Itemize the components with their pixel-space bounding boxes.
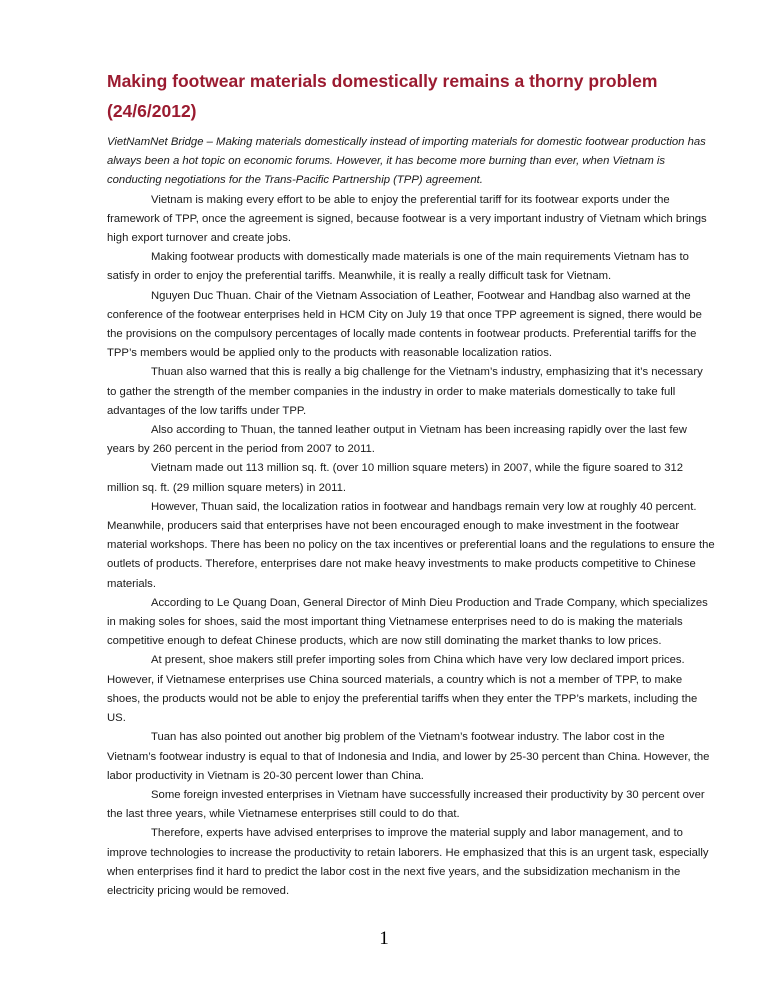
page-number: 1 (379, 928, 389, 949)
article-body (107, 66, 715, 901)
paragraph: Vietnam is making every effort to be able to enjoy the preferential tariff for its footwear exports under the framework of TPP, once the agreement is signed, because footwear is a very important industry of Vietnam which brings high export turnover and create jobs. (107, 193, 707, 245)
paragraph: Some foreign invested enterprises in Vietnam have successfully increased their productivity by 30 percent over the last three years, while Vietnamese enterprises still could to do that. (107, 788, 705, 821)
paragraph: Nguyen Duc Thuan. Chair of the Vietnam Association of Leather, Footwear and Handbag also warned at the conference of the footwear enterprises held in HCM City on July 19 that once TPP agreement is signed, there would be the provisions on the compulsory percentages of locally made contents in footwear products. Preferential tariffs for the TPP’s members would be applied only to the products with reasonable localization ratios. (107, 289, 702, 360)
paragraph: Therefore, experts have advised enterprises to improve the material supply and labor management, and to improve technologies to increase the productivity to retain laborers. He emphasized that this is an urgent task, especially when enterprises find it hard to predict the labor cost in the next five years, and the subsidization mechanism in the electricity pricing would be removed. (107, 827, 709, 897)
paragraph: Making footwear products with domestically made materials is one of the main requirements Vietnam has to satisfy in order to enjoy the preferential tariffs. Meanwhile, it is really a really difficult task for Vietnam. (107, 251, 689, 283)
paragraph: Vietnam made out 113 million sq. ft. (over 10 million square meters) in 2007, while the figure soared to 312 million sq. ft. (29 million square meters) in 2011. (107, 462, 684, 494)
article-title: Making footwear materials domestically remains a thorny problem (24/6/2012) (107, 71, 658, 121)
paragraph: According to Le Quang Doan, General Director of Minh Dieu Production and Trade Company, which specializes in making soles for shoes, said the most important thing Vietnamese enterprises need to do is making the materials competitive enough to defeat Chinese products, which are now still dominating the market thanks to low prices. (107, 596, 708, 648)
paragraph: However, Thuan said, the localization ratios in footwear and handbags remain very low at roughly 40 percent. Meanwhile, producers said that enterprises have not been encouraged enough to make investment in the footwear material workshops. There has been no policy on the tax incentives or preferential loans and the regulations to ensure the outlets of products. Therefore, enterprises dare not make heavy investments to make products competitive to Chinese materials. (107, 500, 715, 590)
paragraph: At present, shoe makers still prefer importing soles from China which have very low declared import prices. However, if Vietnamese enterprises use China sourced materials, a country which is not a member of TPP, to make shoes, the products would not be able to enjoy the preferential tariffs when they enter the TPP’s markets, including the US. (107, 654, 698, 725)
paragraph: Thuan also warned that this is really a big challenge for the Vietnam’s industry, emphasizing that it’s necessary to gather the strength of the member companies in the industry in order to make materials domestically to take full advantages of the low tariffs under TPP. (107, 366, 703, 417)
article-lead: VietNamNet Bridge – Making materials domestically instead of importing materials for domestic footwear production has always been a hot topic on economic forums. However, it has become more burning than ever, when Vietnam is conducting negotiations for the Trans-Pacific Partnership (TPP) agreement. (107, 136, 706, 187)
paragraph: Tuan has also pointed out another big problem of the Vietnam’s footwear industry. The labor cost in the Vietnam’s footwear industry is equal to that of Indonesia and India, and lower by 25-30 percent than China. However, the labor productivity in Vietnam is 20-30 percent lower than China. (107, 731, 710, 782)
paragraph: Also according to Thuan, the tanned leather output in Vietnam has been increasing rapidly over the last few years by 260 percent in the period from 2007 to 2011. (107, 424, 687, 456)
